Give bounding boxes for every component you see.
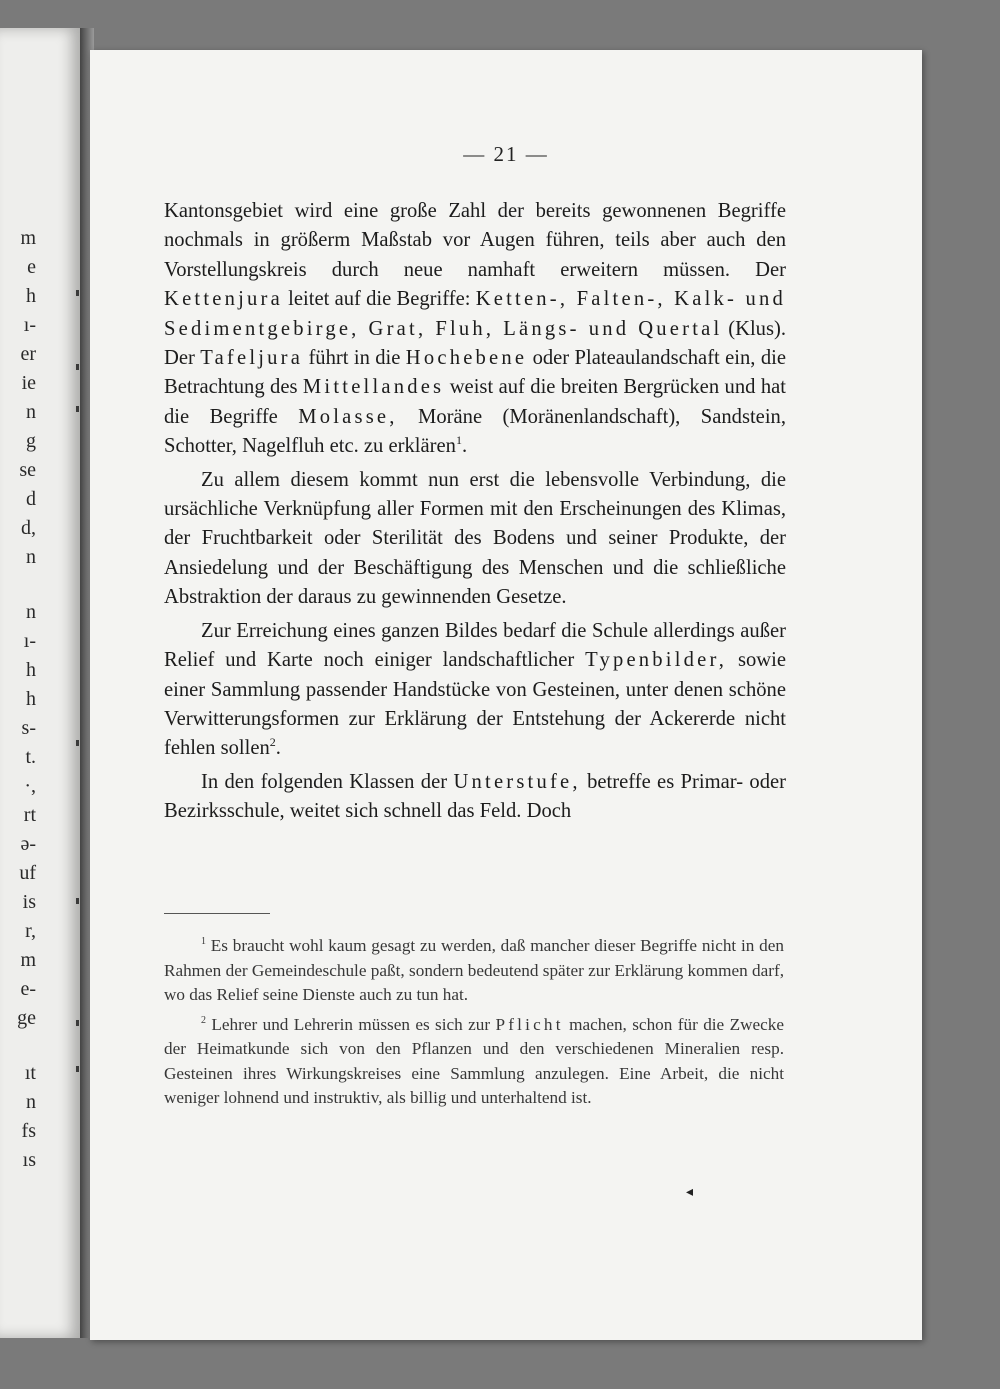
spaced-term: Ketten-, Falten-, Kalk- und Sedimentgebirge, Grat, Fluh, Längs- und Quertal	[164, 288, 786, 340]
previous-page-text-fragments	[0, 224, 40, 1175]
fragment: ie	[21, 372, 36, 394]
footnote-mark: 2	[201, 1014, 206, 1026]
previous-page-edge	[0, 28, 82, 1338]
stitch-mark	[76, 290, 79, 296]
fragment: ı-	[23, 630, 36, 652]
fragment: ıs	[22, 1149, 36, 1171]
fragment: uf	[19, 862, 36, 884]
footnote-ref-1: 1	[455, 433, 462, 448]
fragment: se	[19, 459, 36, 481]
fragment: d	[26, 488, 36, 510]
footnote-2	[164, 1013, 784, 1111]
page-number: — 21 —	[463, 142, 549, 166]
text-run: Zur Erreichung eines ganzen Bildes bedarf die Schule allerdings außer Relief und Karte noch einiger landschaftlicher	[164, 619, 786, 672]
text-run: (Klus). Der	[164, 317, 786, 370]
stitch-mark	[76, 1020, 79, 1026]
text-run: Moräne (Moränenlandschaft), Sandstein, Schotter, Nagelfluh etc. zu erklären	[164, 405, 786, 458]
fragment: ı-	[23, 314, 36, 336]
fragment: s-	[21, 717, 36, 739]
spaced-term: Kettenjura	[164, 288, 283, 311]
footnotes	[164, 934, 784, 1116]
text-run: .	[275, 737, 281, 760]
footnote-divider	[164, 913, 270, 914]
fragment: ıt	[24, 1062, 36, 1084]
stitch-mark	[76, 406, 79, 412]
text-run: weist auf die breiten Bergrücken und hat die Begriffe	[164, 376, 786, 428]
footnote-text: Lehrer und Lehrerin müssen es sich zur	[206, 1014, 496, 1034]
fragment: t.	[25, 746, 36, 768]
fragment: ·,	[24, 775, 36, 797]
fragment: n	[26, 601, 36, 623]
footnote-ref-2: 2	[269, 735, 276, 750]
fragment: n	[26, 546, 36, 568]
text-run: Kantonsgebiet wird eine große Zahl der bereits gewonnenen Begriffe nochmals in größerm Maßstab vor Augen führen, teils aber auch den Vorstellungskreis durch neue namhaft erweitern müssen. Der	[164, 200, 786, 281]
text-run: oder Plateaulandschaft ein, die Betrachtung des	[164, 347, 786, 399]
fragment: h	[26, 659, 36, 681]
footnote-1	[164, 934, 784, 1008]
paragraph-3	[164, 617, 786, 764]
stitch-mark	[76, 898, 79, 904]
footnote-text: Es braucht wohl kaum gesagt zu werden, daß mancher dieser Begriffe nicht in den Rahmen der Gemeindeschule paßt, sondern bedeutend später zur Erklärung kommen darf, wo das Relief seine Dienste auch zu tun hat.	[164, 936, 784, 1004]
fragment: is	[22, 891, 36, 913]
fragment: n	[26, 401, 36, 423]
text-run: .	[461, 435, 468, 458]
stitch-mark	[76, 364, 79, 370]
fragment: m	[20, 949, 36, 971]
spaced-term: Molasse,	[298, 405, 398, 428]
text-run: sowie einer Sammlung passender Handstücke von Gesteinen, unter denen schöne Verwitterungsformen zur Erklärung der Entstehung der Ackererde nicht fehlen sollen	[164, 649, 786, 760]
spaced-term: Mittellandes	[302, 376, 445, 399]
fragment: g	[26, 430, 36, 452]
paragraph-2: Zu allem diesem kommt nun erst die lebensvolle Verbindung, die ursächliche Verknüpfung aller Formen mit den Erscheinungen des Klimas, der Fruchtbarkeit oder Sterilität des Bodens und seiner Produkte, der Ansiedelung und der Beschäftigung des Menschen und die schließliche Abstraktion der daraus zu gewinnenden Gesetze.	[164, 468, 786, 609]
paragraph-4	[164, 768, 786, 827]
fragment: h	[26, 285, 36, 307]
fragment: d,	[21, 517, 36, 539]
fragment: rt	[23, 804, 36, 826]
stitch-mark	[76, 740, 79, 746]
fragment: fs	[21, 1120, 36, 1142]
footnote-mark: 1	[201, 936, 206, 947]
spaced-term: Typenbilder,	[585, 649, 728, 672]
spaced-term: Hochebene	[405, 347, 528, 370]
fragment: ge	[17, 1007, 36, 1029]
spaced-term: Pflicht	[495, 1014, 564, 1034]
fragment: m	[20, 227, 36, 249]
text-run: führt in die	[303, 347, 406, 370]
text-run: betreffe es Primar- oder Bezirksschule, weitet sich schnell das Feld. Doch	[164, 770, 786, 823]
spaced-term: Unterstufe,	[453, 770, 581, 793]
footnote-text: machen, schon für die Zwecke der Heimatkunde sich von den Pflanzen und den verschiedenen Mineralien resp. Gesteinen ihres Wirkungskreises eine Sammlung anzulegen. Eine Arbeit, die nicht weniger lohnend und instruktiv, als billig und unterhaltend ist.	[164, 1014, 784, 1107]
main-text	[164, 197, 786, 831]
text-run: leitet auf die Begriffe:	[282, 288, 476, 311]
fragment: e	[27, 256, 36, 278]
fragment: e-	[20, 978, 36, 1000]
fragment: h	[26, 688, 36, 710]
paragraph-1	[164, 197, 786, 462]
fragment: ə-	[20, 833, 36, 855]
spaced-term: Tafeljura	[200, 347, 304, 370]
fragment: n	[26, 1091, 36, 1113]
fragment: er	[20, 343, 36, 365]
text-run: In den folgenden Klassen der	[201, 770, 454, 793]
ink-speck: ◂	[686, 1185, 694, 1200]
fragment: r,	[25, 920, 36, 942]
book-page	[90, 50, 922, 1340]
stitch-mark	[76, 1066, 79, 1072]
